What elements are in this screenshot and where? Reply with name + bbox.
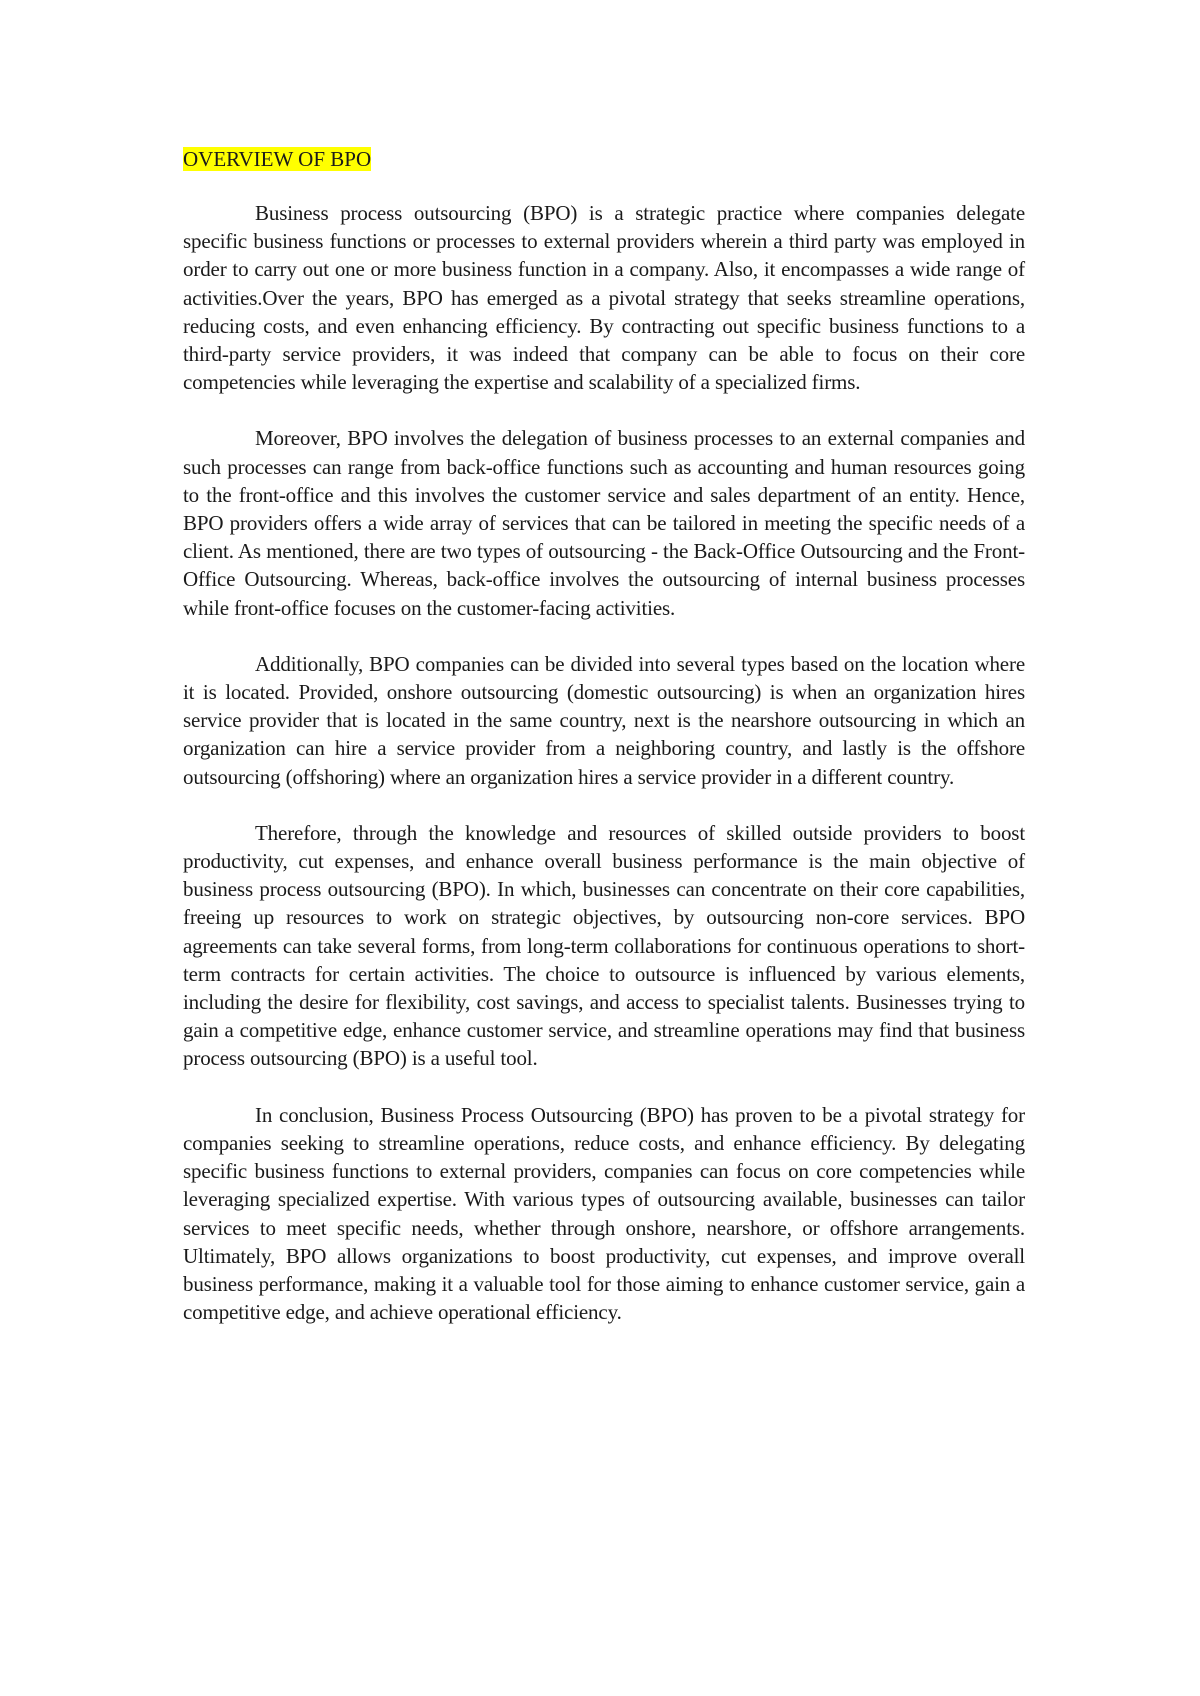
paragraph-introduction: Business process outsourcing (BPO) is a strategic practice where companies delegate specific business functions or processes to external providers wherein a third party was employed in order to carry out one or more business function in a company. Also, it encompasses a wide range of activities.Over the years, BPO has emerged as a pivotal strategy that seeks streamline operations, reducing costs, and even enhancing efficiency. By contracting out specific business functions to a third-party service providers, it was indeed that company can be able to focus on their core competencies while leveraging the expertise and scalability of a specialized firms. <box>183 201 1025 395</box>
document-heading <box>183 146 371 172</box>
paragraph-types: Additionally, BPO companies can be divided into several types based on the location where it is located. Provided, onshore outsourcing (domestic outsourcing) is when an organization hires service provider that is located in the same country, next is the nearshore outsourcing in which an organization can hire a service provider from a neighboring country, and lastly is the offshore outsourcing (offshoring) where an organization hires a service provider in a different country. <box>183 651 1025 789</box>
heading-highlight: OVERVIEW OF BPO <box>183 147 372 171</box>
document-body <box>183 146 1025 1354</box>
paragraph-conclusion: In conclusion, Business Process Outsourcing (BPO) has proven to be a pivotal strategy for companies seeking to streamline operations, reduce costs, and enhance efficiency. By delegating specific business functions to external providers, companies can focus on core competencies while leveraging specialized expertise. With various types of outsourcing available, businesses can tailor services to meet specific needs, whether through onshore, nearshore, or offshore arrangements. Ultimately, BPO allows organizations to boost productivity, cut expenses, and improve overall business performance, making it a valuable tool for those aiming to enhance customer service, gain a competitive edge, and achieve operational efficiency. <box>183 1102 1025 1325</box>
paragraph-delegation: Moreover, BPO involves the delegation of business processes to an external companies and such processes can range from back-office functions such as accounting and human resources going to the front-office and this involves the customer service and sales department of an entity. Hence, BPO providers offers a wide array of services that can be tailored in meeting the specific needs of a client. As mentioned, there are two types of outsourcing - the Back-Office Outsourcing and the Front-Office Outsourcing. Whereas, back-office involves the outsourcing of internal business processes while front-office focuses on the customer-facing activities. <box>183 426 1025 620</box>
paragraph-objective: Therefore, through the knowledge and resources of skilled outside providers to boost productivity, cut expenses, and enhance overall business performance is the main objective of business process outsourcing (BPO). In which, businesses can concentrate on their core capabilities, freeing up resources to work on strategic objectives, by outsourcing non-core services. BPO agreements can take several forms, from long-term collaborations for continuous operations to short-term contracts for certain activities. The choice to outsource is influenced by various elements, including the desire for flexibility, cost savings, and access to specialist talents. Businesses trying to gain a competitive edge, enhance customer service, and streamline operations may find that business process outsourcing (BPO) is a useful tool. <box>183 820 1025 1071</box>
